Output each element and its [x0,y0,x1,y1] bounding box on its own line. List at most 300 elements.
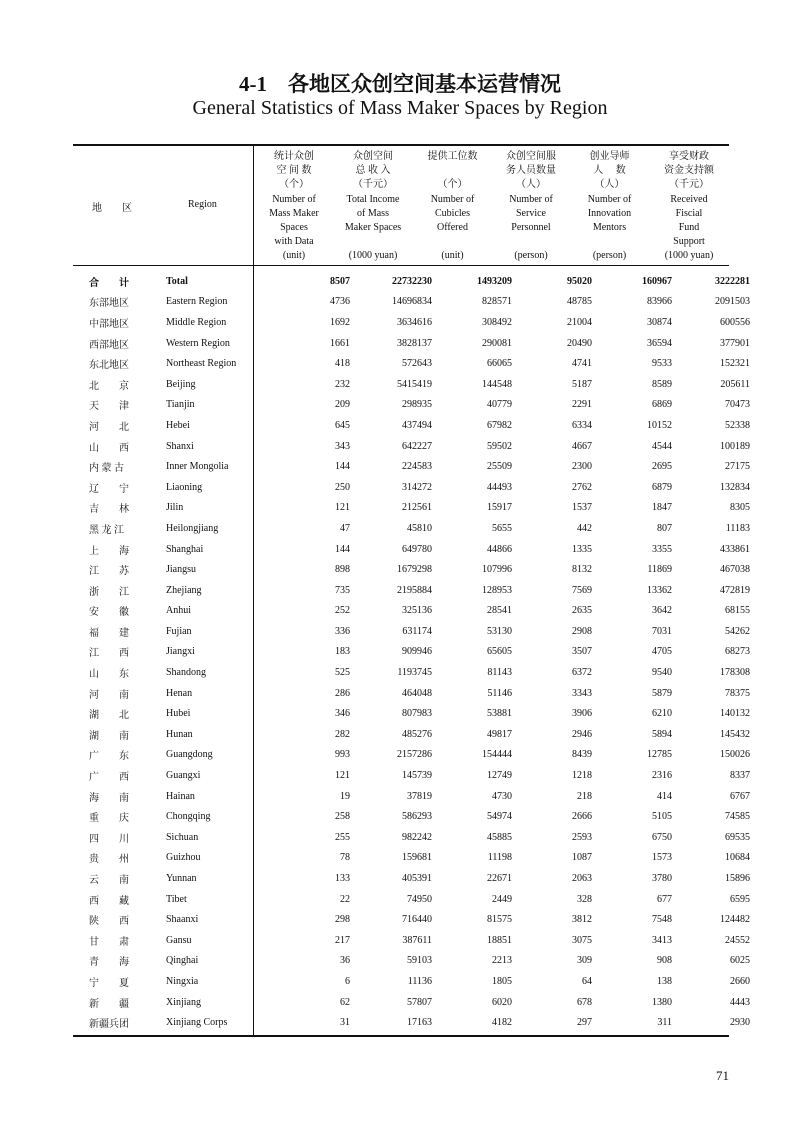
table-row [74,539,752,560]
value-cell: 78 [340,852,350,864]
table-row [74,580,752,601]
region-name-cn: 甘 肃 [89,936,129,948]
region-name-cn: 上 海 [89,545,129,557]
value-cell: 472819 [720,584,750,596]
table-row [74,889,752,910]
column-header-line: 创业导师 [589,151,630,162]
value-cell: 645 [335,419,350,431]
region-name-cn: 中部地区 [89,318,129,330]
value-cell: 6869 [652,399,672,411]
region-name-cn: 东部地区 [89,298,129,310]
region-name-en: Hebei [166,419,190,431]
value-cell: 15896 [725,873,750,885]
column-header-line: (person) [514,250,548,262]
value-cell: 3642 [652,605,672,617]
column-header-line: Mentors [592,222,627,234]
column-header-line: 空 间 数 [276,165,312,177]
value-cell: 677 [657,893,672,905]
value-cell: 1805 [492,975,512,987]
region-name-cn: 贵 州 [89,854,129,866]
value-cell: 133 [335,873,350,885]
value-cell: 464048 [402,687,432,699]
table-row [74,827,752,848]
value-cell: 3075 [572,934,592,946]
region-name-en: Jiangsu [166,564,196,576]
value-cell: 51146 [487,687,512,699]
value-cell: 11136 [407,975,432,987]
value-cell: 59502 [487,440,512,452]
region-name-en: Western Region [166,337,230,349]
value-cell: 4667 [572,440,592,452]
region-name-en: Beijing [166,378,196,390]
table-row [74,415,752,436]
value-cell: 95020 [567,275,592,287]
value-cell: 405391 [402,873,432,885]
value-cell: 121 [335,502,350,514]
value-cell: 807983 [402,708,432,720]
region-name-en: Qinghai [166,955,199,967]
value-cell: 11183 [725,522,750,534]
column-header-line: (unit) [282,250,306,262]
value-cell: 252 [335,605,350,617]
value-cell: 121 [335,770,350,782]
column-header-line [492,235,570,249]
value-cell: 212561 [402,502,432,514]
value-cell: 2762 [572,481,592,493]
table-row [74,930,752,951]
value-cell: 81143 [487,667,512,679]
value-cell: 437494 [402,419,432,431]
value-cell: 159681 [402,852,432,864]
value-cell: 57807 [407,996,432,1008]
region-name-en: Guizhou [166,852,201,864]
bottom-rule [73,1035,729,1037]
value-cell: 600556 [720,316,750,328]
value-cell: 24552 [725,934,750,946]
value-cell: 160967 [642,275,672,287]
value-cell: 1537 [572,502,592,514]
region-name-cn: 新 疆 [89,998,129,1010]
value-cell: 4730 [492,790,512,802]
value-cell: 27175 [725,461,750,473]
header-rule [73,265,729,266]
column-header-line: Maker Spaces [344,222,402,234]
value-cell: 144548 [482,378,512,390]
column-header-line: 统计众创 [274,151,314,162]
value-cell: 807 [657,522,672,534]
column-header-line [570,235,649,249]
value-cell: 642227 [402,440,432,452]
value-cell: 49817 [487,728,512,740]
column-header-line: Offered [437,222,468,234]
column-header-line: （千元） [669,179,709,191]
value-cell: 308492 [482,316,512,328]
value-cell: 898 [335,564,350,576]
value-cell: 649780 [402,543,432,555]
value-cell: 36594 [647,337,672,349]
value-cell: 45810 [407,522,432,534]
value-cell: 2195884 [397,584,432,596]
value-cell: 2946 [572,728,592,740]
value-cell: 11869 [647,564,672,576]
value-cell: 10684 [725,852,750,864]
column-header-line: （个） [437,179,468,191]
value-cell: 3780 [652,873,672,885]
value-cell: 17163 [407,1017,432,1029]
value-cell: 150026 [720,749,750,761]
region-name-en: Henan [166,687,193,699]
column-header-line: 资金支持额 [664,165,714,177]
table-row [74,333,752,354]
value-cell: 6750 [652,831,672,843]
table-row [74,765,752,786]
value-cell: 6 [345,975,350,987]
value-cell: 44866 [487,543,512,555]
value-cell: 12785 [647,749,672,761]
table-row [74,436,752,457]
value-cell: 183 [335,646,350,658]
column-header-line: Total Income [346,193,400,205]
value-cell: 1087 [572,852,592,864]
value-cell: 22732230 [392,275,432,287]
value-cell: 2593 [572,831,592,843]
column-header-line: Received [670,193,708,205]
region-name-en: Jilin [166,502,184,514]
region-name-cn: 浙 江 [89,586,129,598]
region-name-en: Ningxia [166,975,199,987]
value-cell: 467038 [720,564,750,576]
region-name-en: Anhui [166,605,191,617]
value-cell: 442 [577,522,592,534]
data-table [74,271,752,1033]
value-cell: 138 [657,975,672,987]
value-cell: 53881 [487,708,512,720]
value-cell: 54262 [725,625,750,637]
value-cell: 178308 [720,667,750,679]
table-row [74,703,752,724]
column-header-line: 众创空间 [353,151,393,162]
column-header-line: Fiscial [675,207,703,219]
region-name-cn: 宁 夏 [89,977,129,989]
region-name-cn: 重 庆 [89,813,129,825]
region-name-cn: 西部地区 [89,339,129,351]
region-name-cn: 江 西 [89,648,129,660]
value-cell: 3222281 [715,275,750,287]
value-cell: 70473 [725,399,750,411]
table-row [74,601,752,622]
value-cell: 48785 [567,296,592,308]
value-cell: 2660 [730,975,750,987]
column-header-line: 众创空间服 [506,151,556,162]
region-name-en: Tianjin [166,399,195,411]
value-cell: 20490 [567,337,592,349]
value-cell: 74585 [725,811,750,823]
table-row [74,559,752,580]
value-cell: 336 [335,625,350,637]
region-name-cn: 青 海 [89,957,129,969]
table-row [74,848,752,869]
value-cell: 255 [335,831,350,843]
table-row [74,353,752,374]
value-cell: 2213 [492,955,512,967]
value-cell: 586293 [402,811,432,823]
column-header-1 [255,150,333,264]
region-name-cn: 天 津 [89,401,129,413]
title-chinese: 4-1 各地区众创空间基本运营情况 [239,72,561,96]
region-name-en: Zhejiang [166,584,202,596]
value-cell: 311 [657,1017,672,1029]
value-cell: 1692 [330,316,350,328]
value-cell: 78375 [725,687,750,699]
value-cell: 982242 [402,831,432,843]
region-name-en: Jiangxi [166,646,195,658]
value-cell: 1573 [652,852,672,864]
value-cell: 6767 [730,790,750,802]
column-header-line [413,164,492,178]
value-cell: 572643 [402,358,432,370]
region-name-cn: 合 计 [89,277,129,289]
column-header-line: （人） [516,179,546,191]
value-cell: 53130 [487,625,512,637]
value-cell: 2316 [652,770,672,782]
value-cell: 4705 [652,646,672,658]
region-name-en: Inner Mongolia [166,461,229,473]
value-cell: 45885 [487,831,512,843]
value-cell: 3355 [652,543,672,555]
region-name-cn: 湖 北 [89,710,129,722]
value-cell: 66065 [487,358,512,370]
region-name-cn: 新疆兵团 [89,1019,129,1031]
value-cell: 5879 [652,687,672,699]
value-cell: 5105 [652,811,672,823]
value-cell: 1380 [652,996,672,1008]
table-row [74,868,752,889]
value-cell: 631174 [402,625,432,637]
value-cell: 132834 [720,481,750,493]
value-cell: 5187 [572,378,592,390]
value-cell: 62 [340,996,350,1008]
table-row [74,1012,752,1033]
column-header-line: Number of [430,193,475,205]
column-header-line: 总 收 入 [355,165,391,177]
value-cell: 218 [577,790,592,802]
value-cell: 414 [657,790,672,802]
table-row [74,951,752,972]
value-cell: 15917 [487,502,512,514]
region-name-cn: 海 南 [89,792,129,804]
value-cell: 298 [335,914,350,926]
value-cell: 13362 [647,584,672,596]
value-cell: 6020 [492,996,512,1008]
value-cell: 2695 [652,461,672,473]
region-name-en: Shandong [166,667,206,679]
region-name-cn: 陕 西 [89,916,129,928]
value-cell: 4544 [652,440,672,452]
value-cell: 908 [657,955,672,967]
table-row [74,312,752,333]
value-cell: 9540 [652,667,672,679]
value-cell: 525 [335,667,350,679]
value-cell: 8305 [730,502,750,514]
region-name-en: Middle Region [166,316,227,328]
column-header-line: Number of [509,193,553,205]
value-cell: 154444 [482,749,512,761]
value-cell: 4736 [330,296,350,308]
value-cell: 7569 [572,584,592,596]
column-header-5 [570,150,649,264]
region-name-en: Tibet [166,893,187,905]
region-name-cn: 安 徽 [89,607,129,619]
table-row [74,518,752,539]
region-name-cn: 北 京 [89,380,129,392]
value-cell: 6210 [652,708,672,720]
region-name-cn: 黑 龙 江 [89,524,124,536]
value-cell: 64 [582,975,592,987]
value-cell: 3812 [572,914,592,926]
value-cell: 1847 [652,502,672,514]
value-cell: 314272 [402,481,432,493]
value-cell: 418 [335,358,350,370]
column-header-line: of Mass [357,207,389,219]
region-name-cn: 江 苏 [89,566,129,578]
region-name-en: Hubei [166,708,191,720]
column-header-line: (1000 yuan) [664,250,714,262]
region-name-cn: 广 西 [89,772,129,784]
column-header-line: 人 数 [593,165,626,177]
column-header-line: Personnel [511,222,551,234]
value-cell: 232 [335,378,350,390]
column-header-3 [413,150,492,264]
value-cell: 81575 [487,914,512,926]
table-row [74,395,752,416]
value-cell: 6025 [730,955,750,967]
value-cell: 107996 [482,564,512,576]
value-cell: 2635 [572,605,592,617]
value-cell: 59103 [407,955,432,967]
value-cell: 152321 [720,358,750,370]
region-header-cn: 地 区 [92,203,132,214]
table-row [74,621,752,642]
column-header-line: (person) [592,250,627,262]
value-cell: 2091503 [715,296,750,308]
value-cell: 22671 [487,873,512,885]
value-cell: 140132 [720,708,750,720]
value-cell: 68155 [725,605,750,617]
value-cell: 145739 [402,770,432,782]
value-cell: 993 [335,749,350,761]
region-name-en: Eastern Region [166,296,228,308]
table-row [74,662,752,683]
region-name-cn: 河 南 [89,689,129,701]
value-cell: 209 [335,399,350,411]
value-cell: 485276 [402,728,432,740]
column-header-line: Fund [678,222,700,234]
value-cell: 44493 [487,481,512,493]
value-cell: 2300 [572,461,592,473]
table-row [74,786,752,807]
title-english: General Statistics of Mass Maker Spaces by Region [192,97,608,119]
region-name-en: Heilongjiang [166,522,219,534]
region-name-cn: 广 东 [89,751,129,763]
value-cell: 25509 [487,461,512,473]
value-cell: 52338 [725,419,750,431]
value-cell: 1218 [572,770,592,782]
value-cell: 6334 [572,419,592,431]
page-number: 71 [716,1068,729,1083]
column-header-line: 享受财政 [669,151,709,162]
region-name-cn: 辽 宁 [89,483,129,495]
table-row [74,477,752,498]
value-cell: 3828137 [397,337,432,349]
value-cell: 3343 [572,687,592,699]
value-cell: 69535 [725,831,750,843]
value-cell: 282 [335,728,350,740]
column-header-line: （人） [594,179,625,191]
table-row [74,642,752,663]
column-header-2 [333,150,413,264]
value-cell: 309 [577,955,592,967]
value-cell: 74950 [407,893,432,905]
column-header-line: Spaces [280,222,308,234]
value-cell: 1661 [330,337,350,349]
value-cell: 7031 [652,625,672,637]
value-cell: 14696834 [392,296,432,308]
table-row [74,724,752,745]
value-cell: 298935 [402,399,432,411]
value-cell: 433861 [720,543,750,555]
value-cell: 205611 [720,378,750,390]
region-name-en: Hainan [166,790,195,802]
value-cell: 5655 [492,522,512,534]
value-cell: 735 [335,584,350,596]
column-header-line: Innovation [587,207,632,219]
table-row [74,498,752,519]
value-cell: 8507 [330,275,350,287]
table-row [74,745,752,766]
value-cell: 4741 [572,358,592,370]
region-name-en: Shaanxi [166,914,199,926]
region-name-en: Shanxi [166,440,194,452]
table-row [74,683,752,704]
region-name-en: Shanghai [166,543,204,555]
region-name-cn: 湖 南 [89,730,129,742]
value-cell: 3634616 [397,316,432,328]
region-name-en: Guangdong [166,749,213,761]
column-header-line: Support [673,236,705,248]
region-name-cn: 云 南 [89,875,129,887]
value-cell: 145432 [720,728,750,740]
value-cell: 258 [335,811,350,823]
value-cell: 377901 [720,337,750,349]
region-name-en: Total [166,275,188,287]
value-cell: 2908 [572,625,592,637]
value-cell: 124482 [720,914,750,926]
value-cell: 3507 [572,646,592,658]
value-cell: 22 [340,893,350,905]
region-name-en: Xinjiang Corps [166,1017,228,1029]
region-name-en: Guangxi [166,770,201,782]
region-name-cn: 西 藏 [89,895,129,907]
value-cell: 37819 [407,790,432,802]
region-name-en: Xinjiang [166,996,201,1008]
value-cell: 6595 [730,893,750,905]
value-cell: 19 [340,790,350,802]
region-name-cn: 内 蒙 古 [89,463,124,475]
value-cell: 36 [340,955,350,967]
value-cell: 5415419 [397,378,432,390]
value-cell: 8439 [572,749,592,761]
value-cell: 6372 [572,667,592,679]
